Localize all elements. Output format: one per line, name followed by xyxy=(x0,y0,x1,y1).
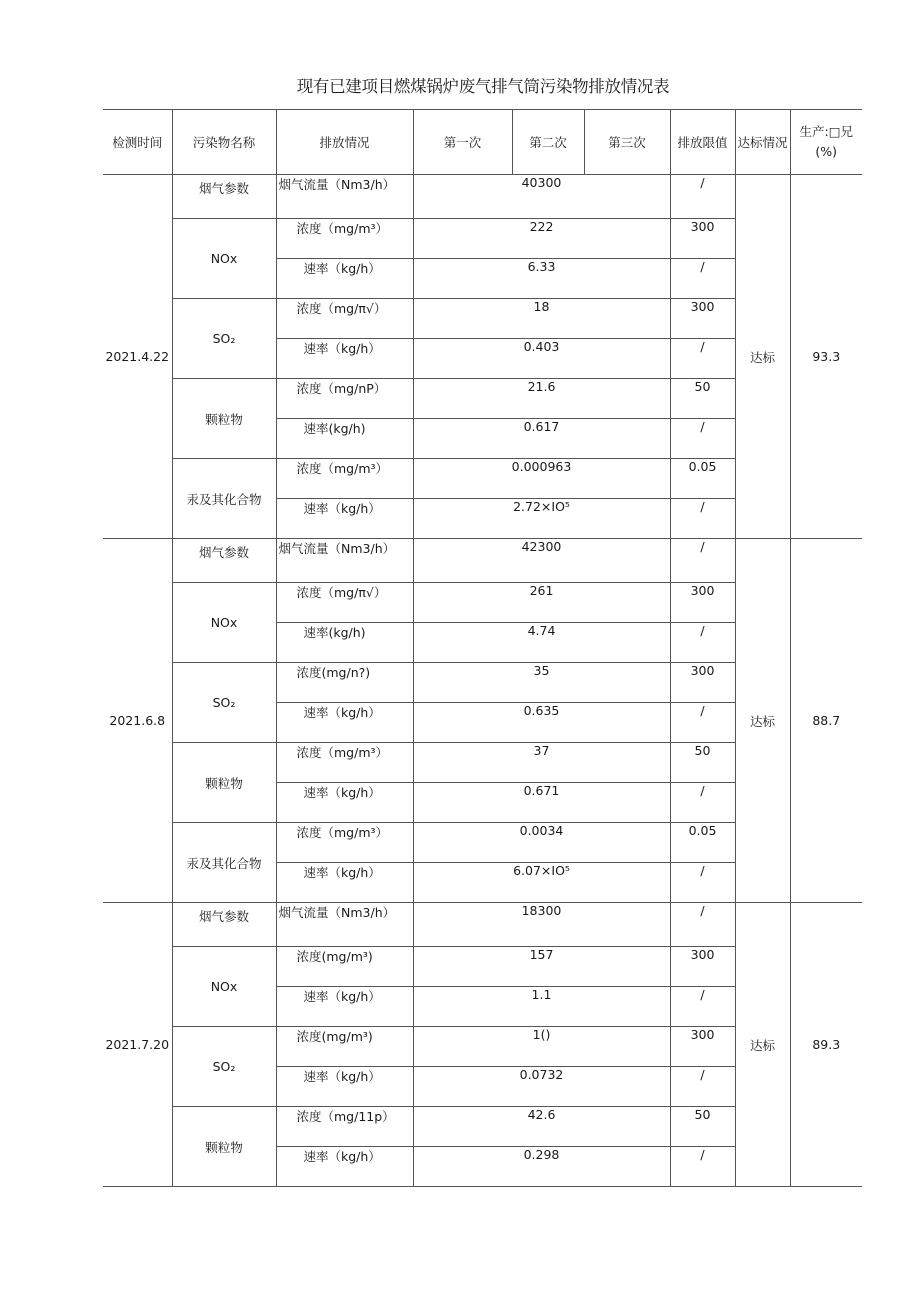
emission-param: 烟气流量（Nm3/h） xyxy=(276,903,413,947)
emission-limit: / xyxy=(670,623,735,663)
measured-value: 42300 xyxy=(413,539,670,583)
emission-limit: 300 xyxy=(670,299,735,339)
emission-limit: / xyxy=(670,259,735,299)
test-date: 2021.6.8 xyxy=(103,539,172,903)
measured-value: 261 xyxy=(413,583,670,623)
emission-param: 速率（kg/h） xyxy=(276,259,413,299)
emission-param: 浓度(mg/m³) xyxy=(276,1027,413,1067)
pollutant-name: NOx xyxy=(172,219,276,299)
table-row xyxy=(103,539,862,583)
pollutant-name: 烟气参数 xyxy=(172,903,276,947)
header-third: 第三次 xyxy=(584,110,670,175)
measured-value: 4.74 xyxy=(413,623,670,663)
emission-param: 烟气流量（Nm3/h） xyxy=(276,539,413,583)
emission-limit: / xyxy=(670,703,735,743)
measured-value: 1() xyxy=(413,1027,670,1067)
emission-param: 速率（kg/h） xyxy=(276,863,413,903)
emission-limit: / xyxy=(670,783,735,823)
emission-limit: / xyxy=(670,863,735,903)
emission-limit: 300 xyxy=(670,583,735,623)
measured-value: 0.298 xyxy=(413,1147,670,1187)
measured-value: 157 xyxy=(413,947,670,987)
pollutant-name: 汞及其化合物 xyxy=(172,459,276,539)
measured-value: 40300 xyxy=(413,175,670,219)
pollutant-name: 烟气参数 xyxy=(172,539,276,583)
emission-param: 速率（kg/h） xyxy=(276,783,413,823)
pollutant-name: SO₂ xyxy=(172,663,276,743)
emission-limit: 50 xyxy=(670,379,735,419)
compliance-status: 达标 xyxy=(735,539,790,903)
emission-limit: 50 xyxy=(670,743,735,783)
emission-table xyxy=(103,109,862,1187)
emission-limit: / xyxy=(670,1147,735,1187)
measured-value: 6.33 xyxy=(413,259,670,299)
measured-value: 0.0034 xyxy=(413,823,670,863)
measured-value: 6.07×IO⁵ xyxy=(413,863,670,903)
emission-limit: / xyxy=(670,987,735,1027)
header-time: 检测时间 xyxy=(103,110,172,175)
emission-param: 速率（kg/h） xyxy=(276,703,413,743)
emission-limit: 300 xyxy=(670,1027,735,1067)
emission-limit: / xyxy=(670,499,735,539)
compliance-status: 达标 xyxy=(735,903,790,1187)
emission-limit: / xyxy=(670,1067,735,1107)
emission-limit: / xyxy=(670,419,735,459)
measured-value: 37 xyxy=(413,743,670,783)
header-limit: 排放限值 xyxy=(670,110,735,175)
test-date: 2021.7.20 xyxy=(103,903,172,1187)
pollutant-name: SO₂ xyxy=(172,1027,276,1107)
emission-param: 速率（kg/h） xyxy=(276,339,413,379)
measured-value: 222 xyxy=(413,219,670,259)
emission-limit: 300 xyxy=(670,947,735,987)
pollutant-name: NOx xyxy=(172,583,276,663)
emission-param: 浓度（mg/m³） xyxy=(276,459,413,499)
emission-limit: 0.05 xyxy=(670,823,735,863)
emission-param: 浓度（mg/m³） xyxy=(276,823,413,863)
measured-value: 18 xyxy=(413,299,670,339)
pollutant-name: 汞及其化合物 xyxy=(172,823,276,903)
header-pollutant: 污染物名称 xyxy=(172,110,276,175)
production-load: 88.7 xyxy=(790,539,862,903)
emission-param: 速率（kg/h） xyxy=(276,987,413,1027)
measured-value: 0.635 xyxy=(413,703,670,743)
emission-param: 浓度（mg/11p） xyxy=(276,1107,413,1147)
measured-value: 0.671 xyxy=(413,783,670,823)
pollutant-name: 颗粒物 xyxy=(172,1107,276,1187)
emission-param: 浓度（mg/π√） xyxy=(276,583,413,623)
emission-limit: / xyxy=(670,175,735,219)
compliance-status: 达标 xyxy=(735,175,790,539)
pollutant-name: 颗粒物 xyxy=(172,743,276,823)
table-title: 现有已建项目燃煤锅炉废气排气筒污染物排放情况表 xyxy=(296,77,670,96)
emission-limit: / xyxy=(670,539,735,583)
measured-value: 0.000963 xyxy=(413,459,670,499)
header-second: 第二次 xyxy=(512,110,584,175)
measured-value: 1.1 xyxy=(413,987,670,1027)
emission-limit: / xyxy=(670,903,735,947)
measured-value: 0.403 xyxy=(413,339,670,379)
header-status: 达标情况 xyxy=(735,110,790,175)
emission-param: 浓度（mg/m³） xyxy=(276,219,413,259)
emission-param: 浓度(mg/m³) xyxy=(276,947,413,987)
emission-param: 速率（kg/h） xyxy=(276,499,413,539)
header-production-line1: 生产:□兄 xyxy=(799,124,854,139)
emission-param: 速率(kg/h) xyxy=(276,623,413,663)
pollutant-name: 烟气参数 xyxy=(172,175,276,219)
measured-value: 21.6 xyxy=(413,379,670,419)
header-row xyxy=(103,110,862,175)
emission-param: 烟气流量（Nm3/h） xyxy=(276,175,413,219)
emission-limit: 300 xyxy=(670,663,735,703)
emission-param: 速率（kg/h） xyxy=(276,1067,413,1107)
pollutant-name: SO₂ xyxy=(172,299,276,379)
emission-param: 浓度（mg/nP） xyxy=(276,379,413,419)
measured-value: 35 xyxy=(413,663,670,703)
measured-value: 42.6 xyxy=(413,1107,670,1147)
emission-param: 浓度（mg/m³） xyxy=(276,743,413,783)
measured-value: 0.617 xyxy=(413,419,670,459)
emission-limit: / xyxy=(670,339,735,379)
header-production-line2: (%) xyxy=(815,144,838,159)
table-row xyxy=(103,903,862,947)
production-load: 93.3 xyxy=(790,175,862,539)
emission-limit: 50 xyxy=(670,1107,735,1147)
production-load: 89.3 xyxy=(790,903,862,1187)
measured-value: 2.72×IO⁵ xyxy=(413,499,670,539)
measured-value: 18300 xyxy=(413,903,670,947)
test-date: 2021.4.22 xyxy=(103,175,172,539)
header-emission: 排放情况 xyxy=(276,110,413,175)
emission-param: 速率(kg/h) xyxy=(276,419,413,459)
emission-limit: 0.05 xyxy=(670,459,735,499)
header-production xyxy=(790,110,862,175)
emission-limit: 300 xyxy=(670,219,735,259)
pollutant-name: NOx xyxy=(172,947,276,1027)
emission-param: 浓度（mg/π√） xyxy=(276,299,413,339)
emission-param: 速率（kg/h） xyxy=(276,1147,413,1187)
measured-value: 0.0732 xyxy=(413,1067,670,1107)
emission-param: 浓度(mg/n?) xyxy=(276,663,413,703)
pollutant-name: 颗粒物 xyxy=(172,379,276,459)
header-first: 第一次 xyxy=(413,110,512,175)
table-row xyxy=(103,175,862,219)
